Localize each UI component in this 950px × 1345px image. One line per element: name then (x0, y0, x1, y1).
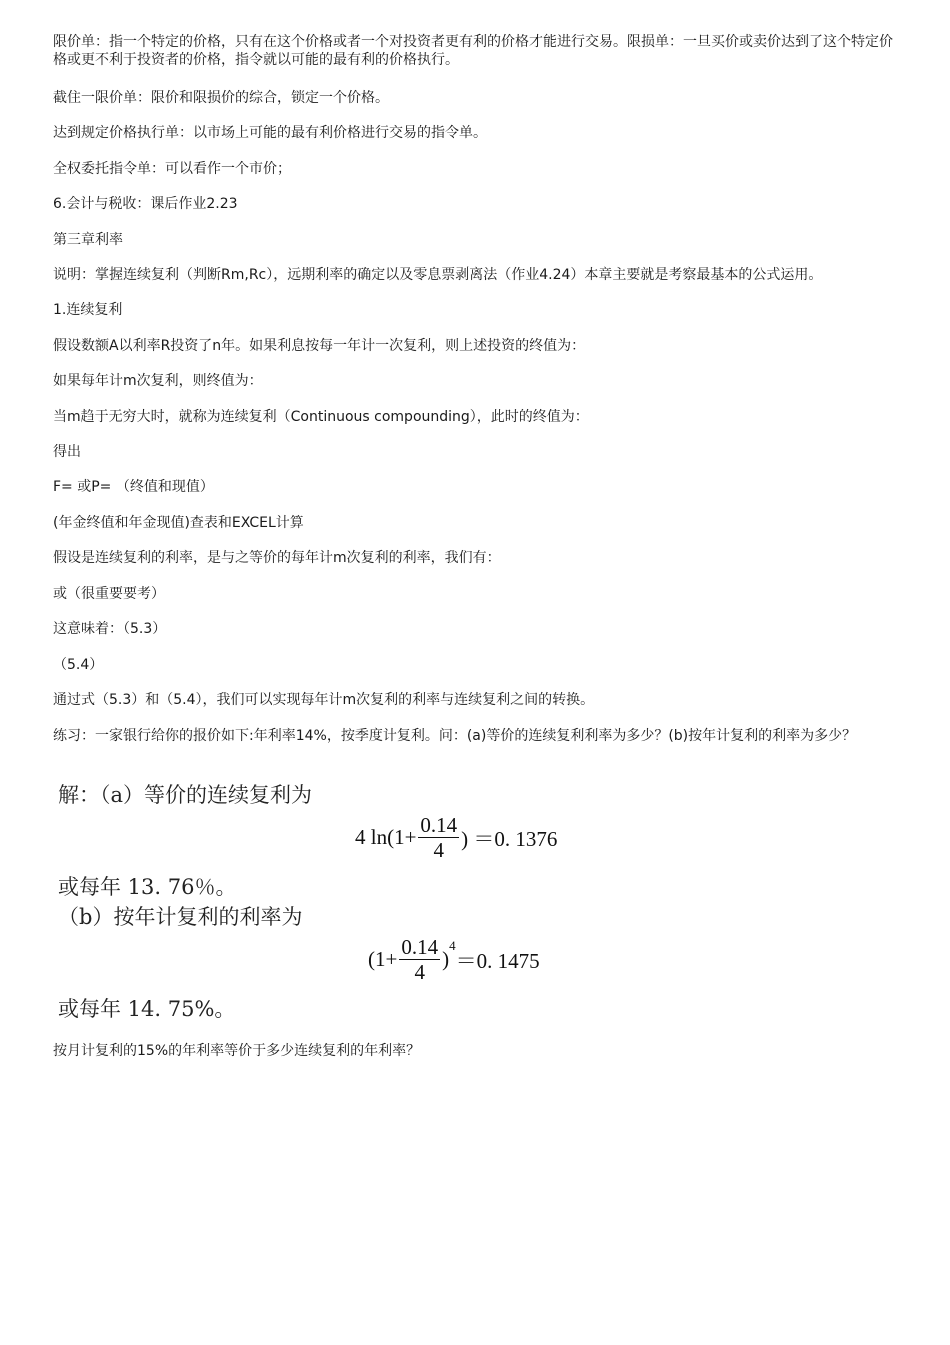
paragraph-discretionary: 全权委托指令单：可以看作一个市价； (53, 161, 291, 177)
formula-a-fraction (418, 813, 459, 862)
paragraph-continuous: 当m趋于无穷大时，就称为连续复利（Continuous compounding），此时的终值为： (53, 409, 589, 425)
paragraph-eq-5-3: 这意味着：（5.3） (53, 621, 167, 637)
paragraph-limit-order: 限价单：指一个特定的价格，只有在这个价格或者一个对投资者更有利的价格才能进行交易。限损单：一旦买价或卖价达到了这个特定价格或更不利于投资者的价格，指令就以可能的最有利的价格执行。 (53, 34, 893, 68)
paragraph-market-if-touched: 达到规定价格执行单：以市场上可能的最有利价格进行交易的指令单。 (53, 125, 487, 141)
paragraph-note: 说明：掌握连续复利（判断Rm,Rc），远期利率的确定以及零息票剥离法（作业4.24）本章主要就是考察最基本的公式运用。 (53, 267, 823, 283)
solution-result-a: 或每年 13. 76％。 (58, 875, 237, 899)
paragraph-important: 或（很重要要考） (53, 586, 165, 602)
paragraph-eq-5-4: （5.4） (53, 657, 104, 673)
formula-b-denominator: 4 (414, 960, 425, 984)
paragraph-accounting-tax: 6.会计与税收：课后作业2.23 (53, 196, 238, 212)
formula-b-numerator: 0.14 (401, 935, 439, 959)
paragraph-fv-pv: F= 或P= （终值和现值） (53, 479, 214, 495)
formula-a-suffix: ) ＝0. 1376 (461, 826, 558, 851)
formula-a-numerator: 0.14 (420, 813, 458, 837)
formula-a-denominator: 4 (433, 838, 445, 862)
paragraph-final-question: 按月计复利的15%的年利率等价于多少连续复利的年利率？ (53, 1043, 421, 1059)
formula-continuous-rate (355, 813, 557, 862)
formula-b-suffix: ＝0. 1475 (455, 948, 540, 973)
paragraph-exercise: 练习：一家银行给你的报价如下:年利率14%，按季度计复利。问：(a)等价的连续复利利率为多少？(b)按年计复利的利率为多少？ (53, 728, 857, 744)
paragraph-annual-compounding: 假设数额A以利率R投资了n年。如果利息按每一年计一次复利，则上述投资的终值为： (53, 338, 586, 354)
paragraph-derive: 得出 (53, 444, 81, 460)
paragraph-annuity: (年金终值和年金现值)查表和EXCEL计算 (53, 515, 304, 531)
solution-line-a: 解：（a）等价的连续复利为 (58, 783, 313, 807)
solution-line-b: （b）按年计复利的利率为 (58, 905, 303, 929)
solution-result-b: 或每年 14. 75%。 (58, 997, 236, 1021)
formula-b-exponent: 4 (449, 937, 456, 953)
formula-b-close: ) (442, 947, 450, 971)
paragraph-m-compounding: 如果每年计m次复利，则终值为： (53, 373, 263, 389)
paragraph-stop-limit: 截住一限价单：限价和限损价的综合，锁定一个价格。 (53, 90, 389, 106)
formula-a-prefix: 4 ln(1+ (355, 825, 417, 849)
paragraph-conversion: 通过式（5.3）和（5.4），我们可以实现每年计m次复利的利率与连续复利之间的转换。 (53, 692, 595, 708)
formula-b-fraction (399, 935, 440, 984)
chapter-heading: 第三章利率 (53, 232, 123, 248)
formula-annual-rate (368, 935, 540, 984)
section-heading: 1.连续复利 (53, 302, 123, 318)
paragraph-equivalent: 假设是连续复利的利率，是与之等价的每年计m次复利的利率，我们有： (53, 550, 501, 566)
formula-b-prefix: (1+ (368, 947, 398, 971)
